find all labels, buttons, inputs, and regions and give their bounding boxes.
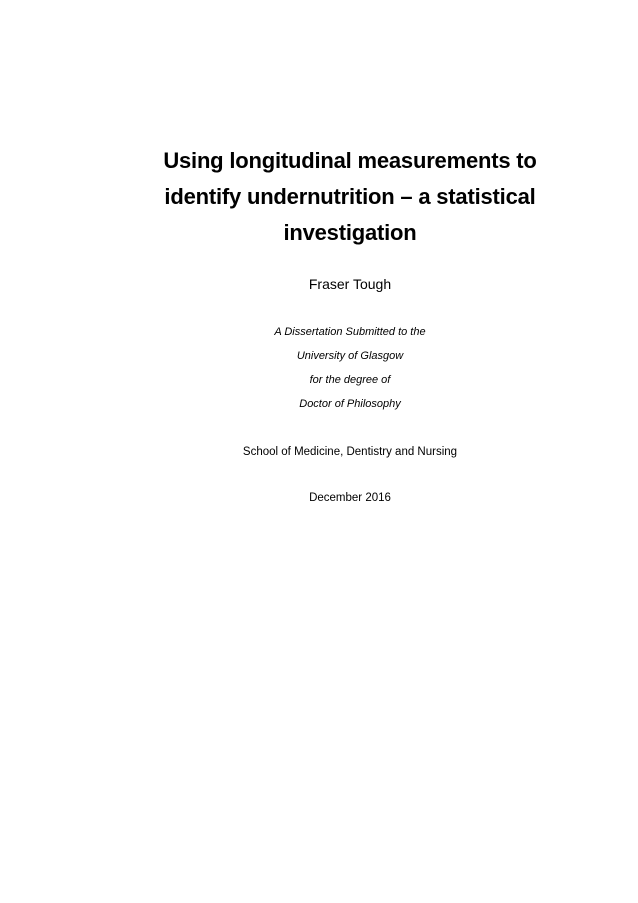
submission-line: University of Glasgow <box>296 350 404 362</box>
thesis-title-line: identify undernutrition – a statistical <box>164 184 536 209</box>
author-name: Fraser Tough <box>308 276 392 292</box>
thesis-title-line: Using longitudinal measurements to <box>163 148 537 173</box>
submission-line: for the degree of <box>309 374 391 386</box>
thesis-title-line: investigation <box>283 220 417 245</box>
submission-date: December 2016 <box>309 492 391 504</box>
submission-line: Doctor of Philosophy <box>299 398 401 410</box>
submission-statement <box>130 320 570 416</box>
thesis-title <box>130 143 570 251</box>
school-name: School of Medicine, Dentistry and Nursing <box>242 446 458 458</box>
submission-line: A Dissertation Submitted to the <box>274 326 426 338</box>
